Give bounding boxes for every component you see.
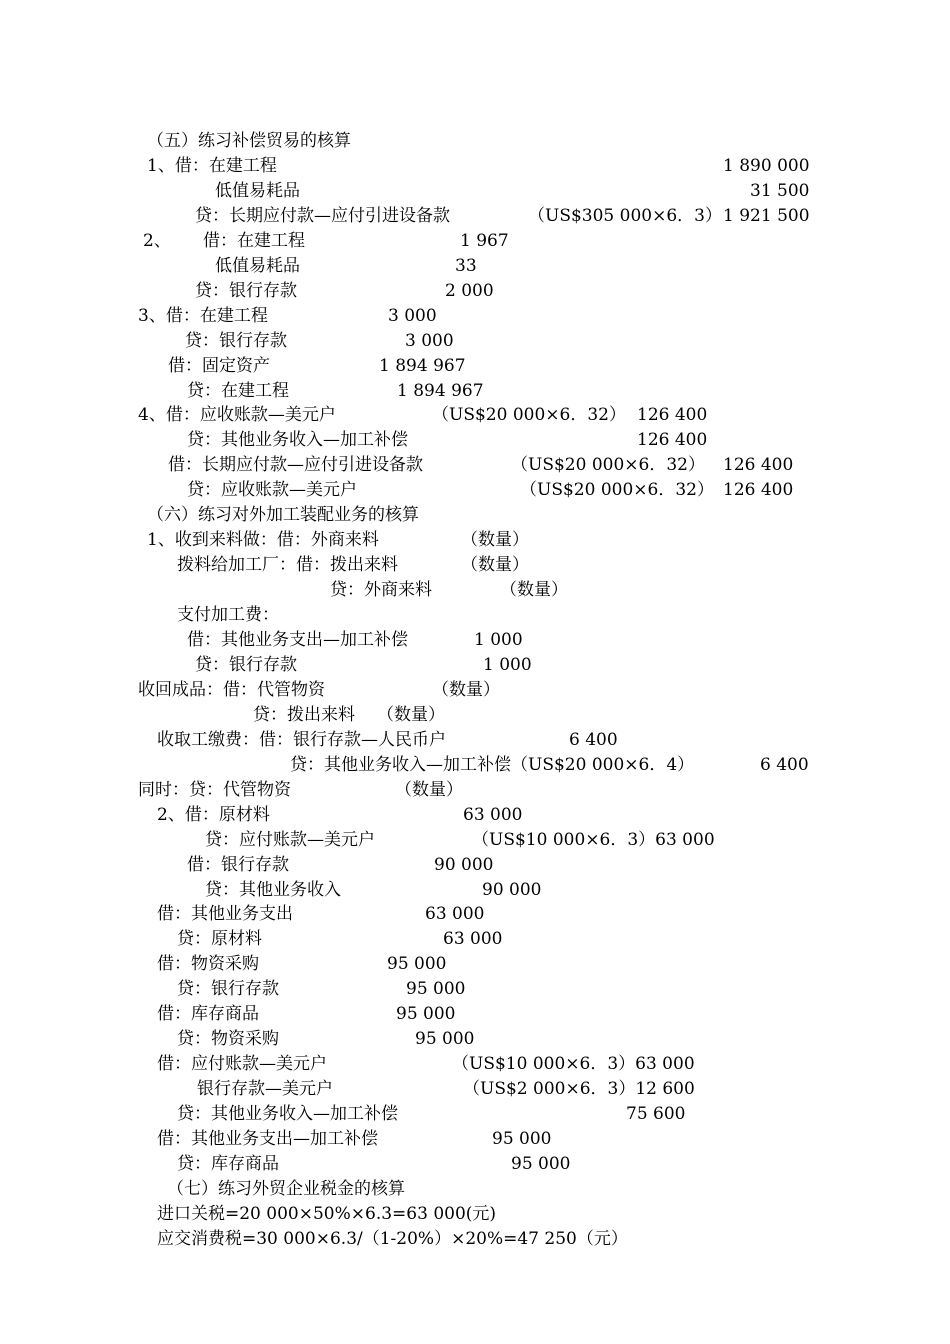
entry-amount: （数量） [395,780,463,800]
entry-text: 贷：银行存款 [185,331,287,351]
entry-amount: （US$305 000×6．3） [528,206,722,226]
entry-amount: 90 000 [482,880,542,900]
entry-text: 贷：原材料 [177,929,262,949]
entry-text: 1、借：在建工程 [147,156,277,176]
entry-amount: 95 000 [415,1029,475,1049]
entry-amount: 借：在建工程 [203,231,305,251]
entry-amount: 63 000 [425,904,485,924]
entry-amount: 31 500 [750,181,810,201]
entry-text: 拨料给加工厂：借：拨出来料 [177,555,398,575]
entry-amount: 1 000 [474,630,523,650]
entry-text: 贷：其他业务收入—加工补偿（US$20 000×6．4） [290,755,695,775]
entry-amount: 95 000 [511,1154,571,1174]
entry-amount: 1 000 [483,655,532,675]
entry-amount: （数量） [377,705,445,725]
entry-text: 借：物资采购 [157,954,259,974]
entry-amount: （数量） [461,530,529,550]
entry-text: 2、借：原材料 [157,805,270,825]
entry-amount: 1 890 000 [723,156,810,176]
entry-text: 贷：银行存款 [177,979,279,999]
entry-amount: 126 400 [637,430,708,450]
entry-text: 收回成品：借：代管物资 [138,680,325,700]
entry-amount: （US$20 000×6．32） [432,405,626,425]
entry-amount: 95 000 [387,954,447,974]
entry-amount: （数量） [432,680,500,700]
entry-text: 4、借：应收账款—美元户 [138,405,336,425]
entry-amount: 126 400 [723,455,794,475]
entry-text: 应交消费税=30 000×6.3/（1-20%）×20%=47 250（元） [157,1229,628,1249]
entry-text: 贷：拨出来料 [253,705,355,725]
entry-text: 同时：贷：代管物资 [138,780,291,800]
entry-text: 借：库存商品 [157,1004,259,1024]
entry-text: 进口关税=20 000×50%×6.3=63 000(元) [157,1204,497,1224]
entry-text: 贷：其他业务收入 [205,880,341,900]
entry-text: 贷：应收账款—美元户 [187,480,357,500]
entry-text: 贷：在建工程 [187,381,289,401]
entry-amount: （US$20 000×6．32） [520,480,714,500]
entry-text: 收取工缴费：借：银行存款—人民币户 [157,730,446,750]
entry-text: 贷：银行存款 [195,281,297,301]
entry-text: （五）练习补偿贸易的核算 [147,131,351,151]
entry-amount: （数量） [500,580,568,600]
entry-text: 贷：其他业务收入—加工补偿 [177,1104,398,1124]
entry-amount: 95 000 [406,979,466,999]
entry-text: 贷：长期应付款—应付引进设备款 [195,206,450,226]
entry-amount: 126 400 [723,480,794,500]
entry-amount: 1 921 500 [723,206,810,226]
entry-amount: （US$2 000×6．3）12 600 [463,1079,695,1099]
entry-amount: 33 [455,256,477,276]
entry-text: 1、收到来料做：借：外商来料 [147,530,379,550]
entry-amount: 1 967 [460,231,509,251]
entry-text: 贷：其他业务收入—加工补偿 [187,430,408,450]
entry-amount: （US$10 000×6．3）63 000 [472,830,715,850]
entry-amount: 63 000 [463,805,523,825]
entry-text: 借：长期应付款—应付引进设备款 [168,455,423,475]
entry-amount: 126 400 [637,405,708,425]
entry-text: 支付加工费： [177,605,279,625]
entry-text: 低值易耗品 [215,256,300,276]
entry-amount: 2 000 [445,281,494,301]
entry-amount: 90 000 [434,855,494,875]
entry-amount: （US$10 000×6．3）63 000 [452,1054,695,1074]
entry-amount: （数量） [461,555,529,575]
entry-text: 3、借：在建工程 [138,306,268,326]
entry-text: 贷：外商来料 [330,580,432,600]
entry-text: 低值易耗品 [215,181,300,201]
entry-text: （七）练习外贸企业税金的核算 [167,1179,405,1199]
entry-amount: （US$20 000×6．32） [511,455,705,475]
entry-amount: 6 400 [569,730,618,750]
entry-amount: 75 600 [626,1104,686,1124]
entry-amount: 63 000 [443,929,503,949]
entry-text: 借：银行存款 [187,855,289,875]
entry-amount: 1 894 967 [379,356,466,376]
entry-text: （六）练习对外加工装配业务的核算 [147,505,419,525]
entry-amount: 1 894 967 [397,381,484,401]
entry-amount: 3 000 [388,306,437,326]
entry-text: 贷：库存商品 [177,1154,279,1174]
entry-amount: 6 400 [760,755,809,775]
entry-text: 银行存款—美元户 [197,1079,333,1099]
entry-text: 借：固定资产 [168,356,270,376]
entry-text: 贷：应付账款—美元户 [205,830,375,850]
entry-amount: 95 000 [492,1129,552,1149]
entry-text: 借：其他业务支出—加工补偿 [157,1129,378,1149]
entry-text: 2、 [143,231,171,251]
entry-text: 借：应付账款—美元户 [157,1054,327,1074]
entry-text: 借：其他业务支出 [157,904,293,924]
entry-amount: 95 000 [396,1004,456,1024]
entry-amount: 3 000 [405,331,454,351]
entry-text: 贷：银行存款 [195,655,297,675]
entry-text: 借：其他业务支出—加工补偿 [187,630,408,650]
entry-text: 贷：物资采购 [177,1029,279,1049]
